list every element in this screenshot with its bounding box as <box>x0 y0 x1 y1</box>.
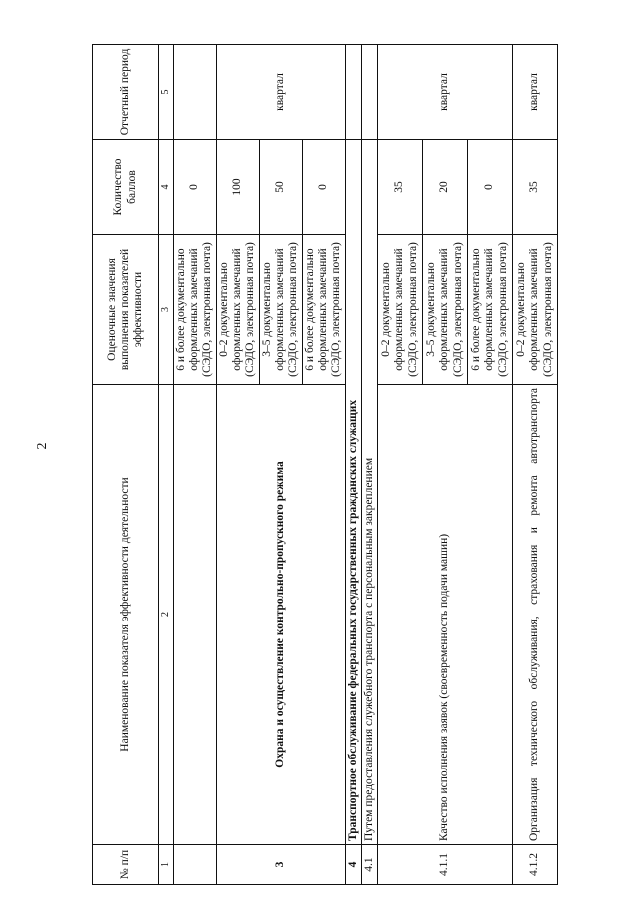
subsection-title: Путем предоставления служебного транспорта с персональным закреплением <box>361 140 377 845</box>
colnum: 5 <box>159 45 174 140</box>
score: 100 <box>216 140 259 235</box>
table-row <box>377 45 422 885</box>
rotated-page <box>92 45 572 885</box>
section-row <box>345 45 361 885</box>
subsection-row <box>361 45 377 885</box>
score: 35 <box>377 140 422 235</box>
row-number: 4.1 <box>361 845 377 885</box>
value-text: 0–2 документально оформленных замечаний (СЭДО, электронная почта) <box>512 235 557 385</box>
section-title: Транспортное обслуживание федеральных государственных гражданских служащих <box>345 140 361 845</box>
value-text: 6 и более документально оформленных замечаний (СЭДО, электронная почта) <box>467 235 512 385</box>
header-period: Отчетный период <box>93 45 159 140</box>
period: квартал <box>216 45 345 140</box>
score: 50 <box>259 140 302 235</box>
indicator-name: Охрана и осуществление контрольно-пропускного режима <box>216 385 345 845</box>
indicator-name: Качество исполнения заявок (своевременность подачи машин) <box>377 385 512 845</box>
colnum: 4 <box>159 140 174 235</box>
row-number: 3 <box>216 845 345 885</box>
table-row <box>173 45 216 885</box>
header-num: № п/п <box>93 845 159 885</box>
value-text: 3–5 документально оформленных замечаний (СЭДО, электронная почта) <box>422 235 467 385</box>
row-number: 4 <box>345 845 361 885</box>
score: 0 <box>302 140 345 235</box>
score: 0 <box>467 140 512 235</box>
indicators-table <box>92 44 558 885</box>
period: квартал <box>512 45 557 140</box>
period: квартал <box>377 45 512 140</box>
colnum: 1 <box>159 845 174 885</box>
column-numbers-row <box>159 45 174 885</box>
table-row <box>216 45 259 885</box>
score: 20 <box>422 140 467 235</box>
value-text: 6 и более документально оформленных замечаний (СЭДО, электронная почта) <box>302 235 345 385</box>
colnum: 3 <box>159 235 174 385</box>
header-values: Оценочные значения выполнения показателей эффективности <box>93 235 159 385</box>
score: 0 <box>173 140 216 235</box>
header-row <box>93 45 159 885</box>
table-row <box>512 45 557 885</box>
header-score: Количество баллов <box>93 140 159 235</box>
colnum: 2 <box>159 385 174 845</box>
value-text: 0–2 документально оформленных замечаний (СЭДО, электронная почта) <box>377 235 422 385</box>
score: 35 <box>512 140 557 235</box>
value-text: 0–2 документально оформленных замечаний (СЭДО, электронная почта) <box>216 235 259 385</box>
value-text: 3–5 документально оформленных замечаний (СЭДО, электронная почта) <box>259 235 302 385</box>
header-name: Наименование показателя эффективности деятельности <box>93 385 159 845</box>
value-text: 6 и более документально оформленных замечаний (СЭДО, электронная почта) <box>173 235 216 385</box>
row-number: 4.1.1 <box>377 845 512 885</box>
indicator-name: Организация технического обслуживания, страхования и ремонта автотранспорта <box>512 385 557 845</box>
page-number: 2 <box>35 442 50 450</box>
row-number: 4.1.2 <box>512 845 557 885</box>
